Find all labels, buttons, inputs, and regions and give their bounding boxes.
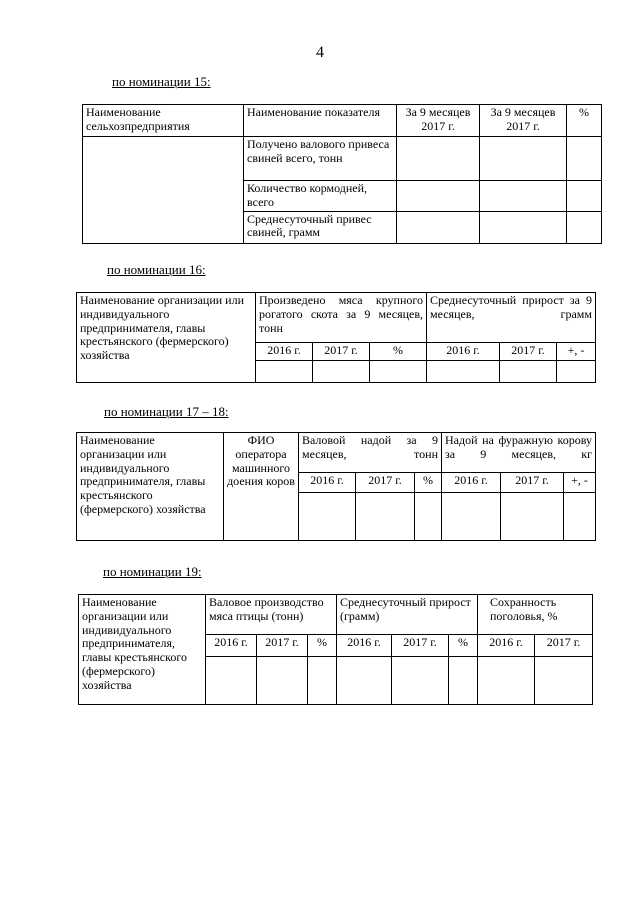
header-operator-name: ФИО оператора машинного доения коров xyxy=(224,433,299,541)
indicator-row: Получено валового привеса свиней всего, тонн xyxy=(244,137,397,181)
sub-header: % xyxy=(308,635,337,657)
value-cell[interactable] xyxy=(564,493,596,541)
value-cell[interactable] xyxy=(535,657,593,705)
value-cell[interactable] xyxy=(370,361,427,383)
sub-header: 2016 г. xyxy=(256,343,313,361)
org-cell[interactable] xyxy=(83,137,244,244)
header-poultry-production: Валовое производство мяса птицы (тонн) xyxy=(206,595,337,635)
value-cell[interactable] xyxy=(480,137,567,181)
value-cell[interactable] xyxy=(427,361,500,383)
value-cell[interactable] xyxy=(415,493,442,541)
header-org: Наименование сельхозпредприятия xyxy=(83,105,244,137)
sub-header: % xyxy=(449,635,478,657)
value-cell[interactable] xyxy=(308,657,337,705)
value-cell[interactable] xyxy=(337,657,392,705)
header-org: Наименование организации или индивидуального предпринимателя, главы крестьянского (фермерского) хозяйства xyxy=(77,293,256,383)
value-cell[interactable] xyxy=(480,211,567,243)
header-daily-gain: Среднесуточный прирост за 9 месяцев, грамм xyxy=(427,293,596,343)
caption-nomination-16: по номинации 16: xyxy=(107,262,206,277)
header-daily-gain: Среднесуточный прирост (грамм) xyxy=(337,595,478,635)
caption-nomination-17-18: по номинации 17 – 18: xyxy=(104,404,229,419)
indicator-row: Среднесуточный привес свиней, грамм xyxy=(244,211,397,243)
header-livestock-safety: Сохранность поголовья, % xyxy=(478,595,593,635)
sub-header: 2017 г. xyxy=(257,635,308,657)
value-cell[interactable] xyxy=(442,493,501,541)
value-cell[interactable] xyxy=(256,361,313,383)
value-cell[interactable] xyxy=(313,361,370,383)
header-org: Наименование организации или индивидуального предпринимателя, главы крестьянского (фермерского) хозяйства xyxy=(77,433,224,541)
sub-header: 2017 г. xyxy=(535,635,593,657)
value-cell[interactable] xyxy=(449,657,478,705)
caption-nomination-19: по номинации 19: xyxy=(103,564,202,579)
header-org: Наименование организации или индивидуального предпринимателя, главы крестьянского (фермерского) хозяйства xyxy=(79,595,206,705)
header-indicator: Наименование показателя xyxy=(244,105,397,137)
header-9-months: За 9 месяцев 2017 г. xyxy=(397,105,480,137)
sub-header: 2016 г. xyxy=(299,473,356,493)
sub-header: 2017 г. xyxy=(501,473,564,493)
header-yield-per-cow: Надой на фуражную корову за 9 месяцев, кг xyxy=(442,433,596,473)
value-cell[interactable] xyxy=(299,493,356,541)
table-nomination-16 xyxy=(76,292,596,383)
caption-nomination-15: по номинации 15: xyxy=(112,74,211,89)
indicator-row: Количество кормодней, всего xyxy=(244,181,397,212)
value-cell[interactable] xyxy=(257,657,308,705)
value-cell[interactable] xyxy=(480,181,567,212)
table-nomination-19 xyxy=(78,594,593,705)
value-cell[interactable] xyxy=(206,657,257,705)
sub-header: 2016 г. xyxy=(478,635,535,657)
sub-header: 2016 г. xyxy=(442,473,501,493)
sub-header: % xyxy=(370,343,427,361)
page-number: 4 xyxy=(316,44,324,61)
header-meat-production: Произведено мяса крупного рогатого скота за 9 месяцев, тонн xyxy=(256,293,427,343)
header-9-months: За 9 месяцев 2017 г. xyxy=(480,105,567,137)
value-cell[interactable] xyxy=(397,211,480,243)
sub-header: 2016 г. xyxy=(427,343,500,361)
value-cell[interactable] xyxy=(567,137,602,181)
sub-header: +, - xyxy=(564,473,596,493)
value-cell[interactable] xyxy=(356,493,415,541)
value-cell[interactable] xyxy=(478,657,535,705)
sub-header: % xyxy=(415,473,442,493)
header-percent: % xyxy=(567,105,602,137)
value-cell[interactable] xyxy=(397,181,480,212)
sub-header: 2017 г. xyxy=(313,343,370,361)
sub-header: +, - xyxy=(557,343,596,361)
table-nomination-15 xyxy=(82,104,602,244)
header-gross-milk-yield: Валовой надой за 9 месяцев, тонн xyxy=(299,433,442,473)
value-cell[interactable] xyxy=(501,493,564,541)
value-cell[interactable] xyxy=(392,657,449,705)
sub-header: 2017 г. xyxy=(500,343,557,361)
sub-header: 2016 г. xyxy=(206,635,257,657)
sub-header: 2016 г. xyxy=(337,635,392,657)
sub-header: 2017 г. xyxy=(356,473,415,493)
table-nomination-17-18 xyxy=(76,432,596,541)
value-cell[interactable] xyxy=(557,361,596,383)
value-cell[interactable] xyxy=(567,181,602,212)
sub-header: 2017 г. xyxy=(392,635,449,657)
value-cell[interactable] xyxy=(500,361,557,383)
value-cell[interactable] xyxy=(397,137,480,181)
value-cell[interactable] xyxy=(567,211,602,243)
